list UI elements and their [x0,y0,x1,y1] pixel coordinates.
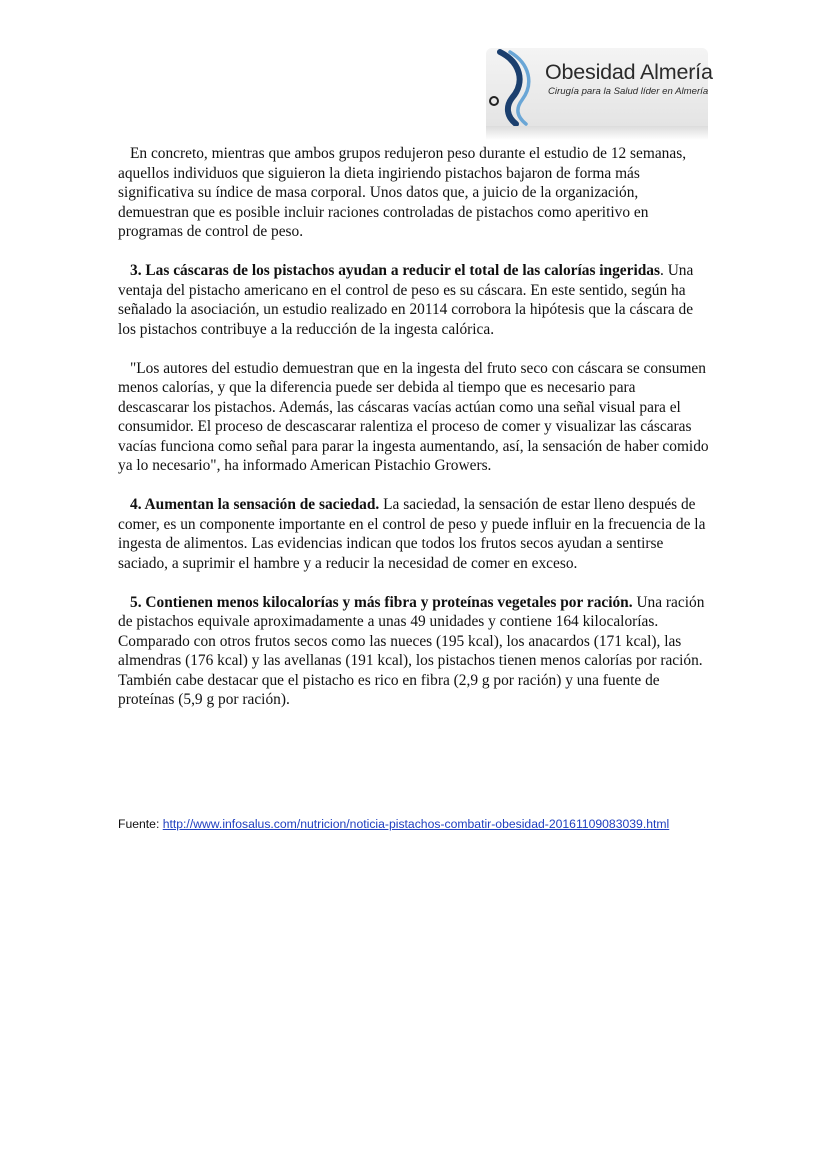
paragraph-point-4: 4. Aumentan la sensación de saciedad. La saciedad, la sensación de estar lleno después de comer, es un componente importante en el control de peso y puede influir en la frecuencia de la ingesta de alimentos. Las evidencias indican que todos los frutos secos ayudan a sentirse saciado, a suprimir el hambre y a reducir la necesidad de comer en exceso. [118,496,706,572]
logo-title: Obesidad Almería [545,60,713,84]
source-citation [118,815,678,834]
point-3-heading: 3. Las cáscaras de los pistachos ayudan a reducir el total de las calorías ingeridas [130,262,660,279]
logo-mark-icon [486,48,546,128]
point-4-heading: 4. Aumentan la sensación de saciedad. [130,496,380,513]
source-label: Fuente: [118,817,163,831]
source-link[interactable]: http://www.infosalus.com/nutricion/noticia-pistachos-combatir-obesidad-20161109083039.html [162,817,670,831]
point-5-heading: 5. Contienen menos kilocalorías y más fibra y proteínas vegetales por ración. [130,593,633,611]
paragraph-intro: En concreto, mientras que ambos grupos redujeron peso durante el estudio de 12 semanas, aquellos individuos que siguieron la dieta ingiriendo pistachos bajaron de forma más significativa su índice de masa corporal. Unos datos que, a juicio de la organización, demuestran que es posible incluir raciones controladas de pistachos como aperitivo en programas de control de peso. [118,145,687,240]
logo-subtitle: Cirugía para la Salud líder en Almería [548,86,709,97]
paragraph-point-5: 5. Contienen menos kilocalorías y más fibra y proteínas vegetales por ración. Una ración de pistachos equivale aproximadamente a unas 49 unidades y contiene 164 kilocalorías. Comparado con otros frutos secos como las nueces (195 kcal), los anacardos (171 kcal), las almendras (176 kcal) y las avellanas (191 kcal), los pistachos tienen menos calorías por ración. También cabe destacar que el pistacho es rico en fibra (2,9 g por ración) y una fuente de proteínas (5,9 g por ración). [118,593,705,708]
paragraph-quote: "Los autores del estudio demuestran que en la ingesta del fruto seco con cáscara se consumen menos calorías, y que la diferencia puede ser debida al tiempo que es necesario para descascarar los pistachos. Además, las cáscaras vacías actúan como una señal visual para el consumidor. El proceso de descascarar ralentiza el proceso de comer y visualizar las cáscaras vacías funciona como señal para parar la ingesta aumentando, así, la sensación de haber comido ya lo necesario", ha informado American Pistachio Growers. [118,359,709,474]
logo-reflection [486,126,708,140]
paragraph-point-3: 3. Las cáscaras de los pistachos ayudan a reducir el total de las calorías ingeridas. Una ventaja del pistacho americano en el control de peso es su cáscara. En este sentido, según ha señalado la asociación, un estudio realizado en 20114 corrobora la hipótesis que la cáscara de los pistachos contribuye a la reducción de la ingesta calórica. [118,262,694,338]
article-body [118,144,710,729]
logo [486,48,713,140]
